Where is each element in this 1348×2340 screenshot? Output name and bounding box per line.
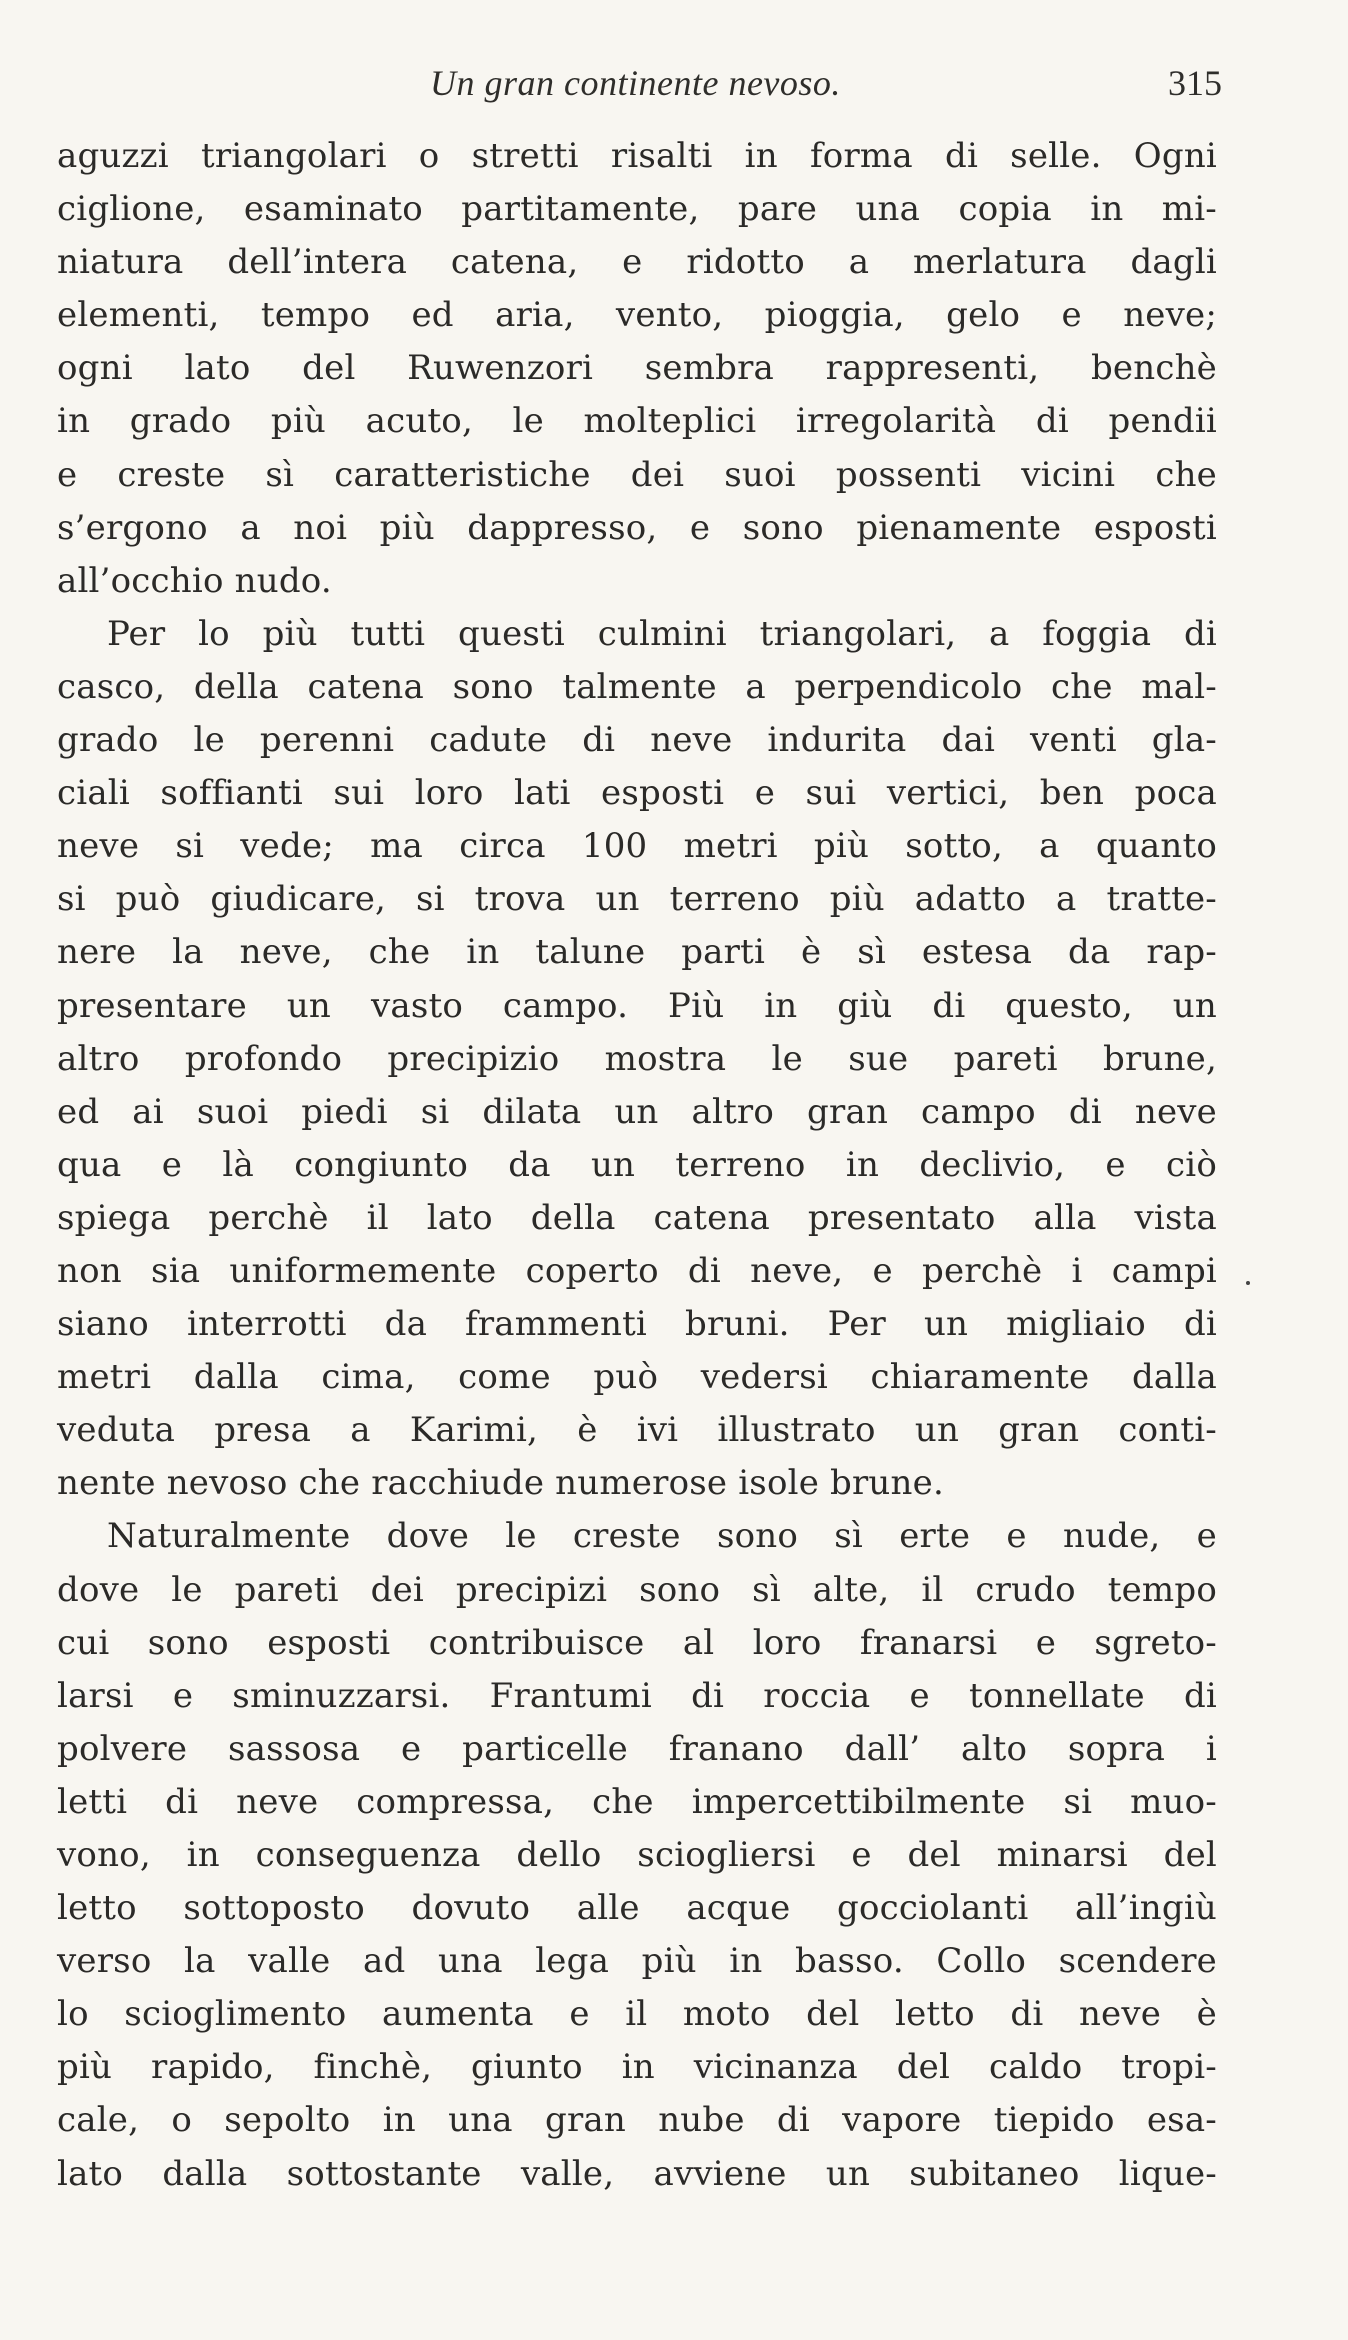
- body-text: [57, 130, 1217, 2201]
- text-line: niatura dell’intera catena, e ridotto a merlatura dagli: [57, 242, 1217, 283]
- text-line: ogni lato del Ruwenzori sembra rappresenti, benchè: [57, 348, 1217, 389]
- text-line: elementi, tempo ed aria, vento, pioggia, gelo e neve;: [57, 295, 1217, 336]
- text-line: s’ergono a noi più dappresso, e sono pienamente esposti: [57, 507, 1217, 548]
- text-line: verso la valle ad una lega più in basso. Collo scendere: [57, 1941, 1217, 1982]
- text-line: cale, o sepolto in una gran nube di vapore tiepido esa-: [57, 2100, 1217, 2141]
- text-line: spiega perchè il lato della catena presentato alla vista: [57, 1197, 1217, 1238]
- text-line: ciali soffianti sui loro lati esposti e sui vertici, ben poca: [57, 773, 1217, 814]
- text-line: casco, della catena sono talmente a perpendicolo che mal-: [57, 666, 1217, 707]
- text-line: ed ai suoi piedi si dilata un altro gran campo di neve: [57, 1091, 1217, 1132]
- text-line: dove le pareti dei precipizi sono sì alte, il crudo tempo: [57, 1569, 1217, 1610]
- text-line: veduta presa a Karimi, è ivi illustrato un gran conti-: [57, 1410, 1217, 1451]
- page-number: 315: [1168, 63, 1222, 103]
- text-line: e creste sì caratteristiche dei suoi possenti vicini che: [57, 454, 1217, 495]
- text-line: presentare un vasto campo. Più in giù di questo, un: [57, 985, 1217, 1026]
- text-line: più rapido, finchè, giunto in vicinanza del caldo tropi-: [57, 2047, 1217, 2088]
- text-line: metri dalla cima, come può vedersi chiaramente dalla: [57, 1357, 1217, 1398]
- text-line: polvere sassosa e particelle franano dall’ alto sopra i: [57, 1728, 1217, 1769]
- running-header: [0, 58, 1348, 118]
- text-line: cui sono esposti contribuisce al loro franarsi e sgreto-: [57, 1622, 1217, 1663]
- text-line: si può giudicare, si trova un terreno più adatto a tratte-: [57, 879, 1217, 920]
- text-line: non sia uniformemente coperto di neve, e perchè i campi: [57, 1250, 1217, 1291]
- text-line: ciglione, esaminato partitamente, pare una copia in mi-: [57, 189, 1217, 230]
- text-line: letti di neve compressa, che impercettibilmente si muo-: [57, 1781, 1217, 1822]
- text-line: neve si vede; ma circa 100 metri più sotto, a quanto: [57, 826, 1217, 867]
- text-line: grado le perenni cadute di neve indurita dai venti gla-: [57, 720, 1217, 761]
- text-line: letto sottoposto dovuto alle acque gocciolanti all’ingiù: [57, 1888, 1217, 1929]
- text-line-paragraph-end: nente nevoso che racchiude numerose isole brune.: [57, 1463, 944, 1504]
- text-line: qua e là congiunto da un terreno in declivio, e ciò: [57, 1144, 1217, 1185]
- text-line: siano interrotti da frammenti bruni. Per un migliaio di: [57, 1304, 1217, 1345]
- text-line: altro profondo precipizio mostra le sue pareti brune,: [57, 1038, 1217, 1079]
- text-line: vono, in conseguenza dello sciogliersi e del minarsi del: [57, 1835, 1217, 1875]
- text-line: lo scioglimento aumenta e il moto del letto di neve è: [57, 1994, 1217, 2035]
- text-line: aguzzi triangolari o stretti risalti in forma di selle. Ogni: [57, 136, 1217, 176]
- text-line: larsi e sminuzzarsi. Frantumi di roccia e tonnellate di: [57, 1675, 1217, 1716]
- running-title: Un gran continente nevoso.: [430, 63, 841, 103]
- text-line: in grado più acuto, le molteplici irregolarità di pendii: [57, 401, 1217, 442]
- text-line: lato dalla sottostante valle, avviene un subitaneo lique-: [57, 2153, 1217, 2194]
- text-line: nere la neve, che in talune parti è sì estesa da rap-: [57, 932, 1217, 973]
- print-speck: [1246, 1281, 1250, 1285]
- text-line-paragraph-start: Naturalmente dove le creste sono sì erte e nude, e: [107, 1516, 1217, 1557]
- text-line-paragraph-start: Per lo più tutti questi culmini triangolari, a foggia di: [107, 613, 1217, 654]
- text-line-paragraph-end: all’occhio nudo.: [57, 560, 332, 601]
